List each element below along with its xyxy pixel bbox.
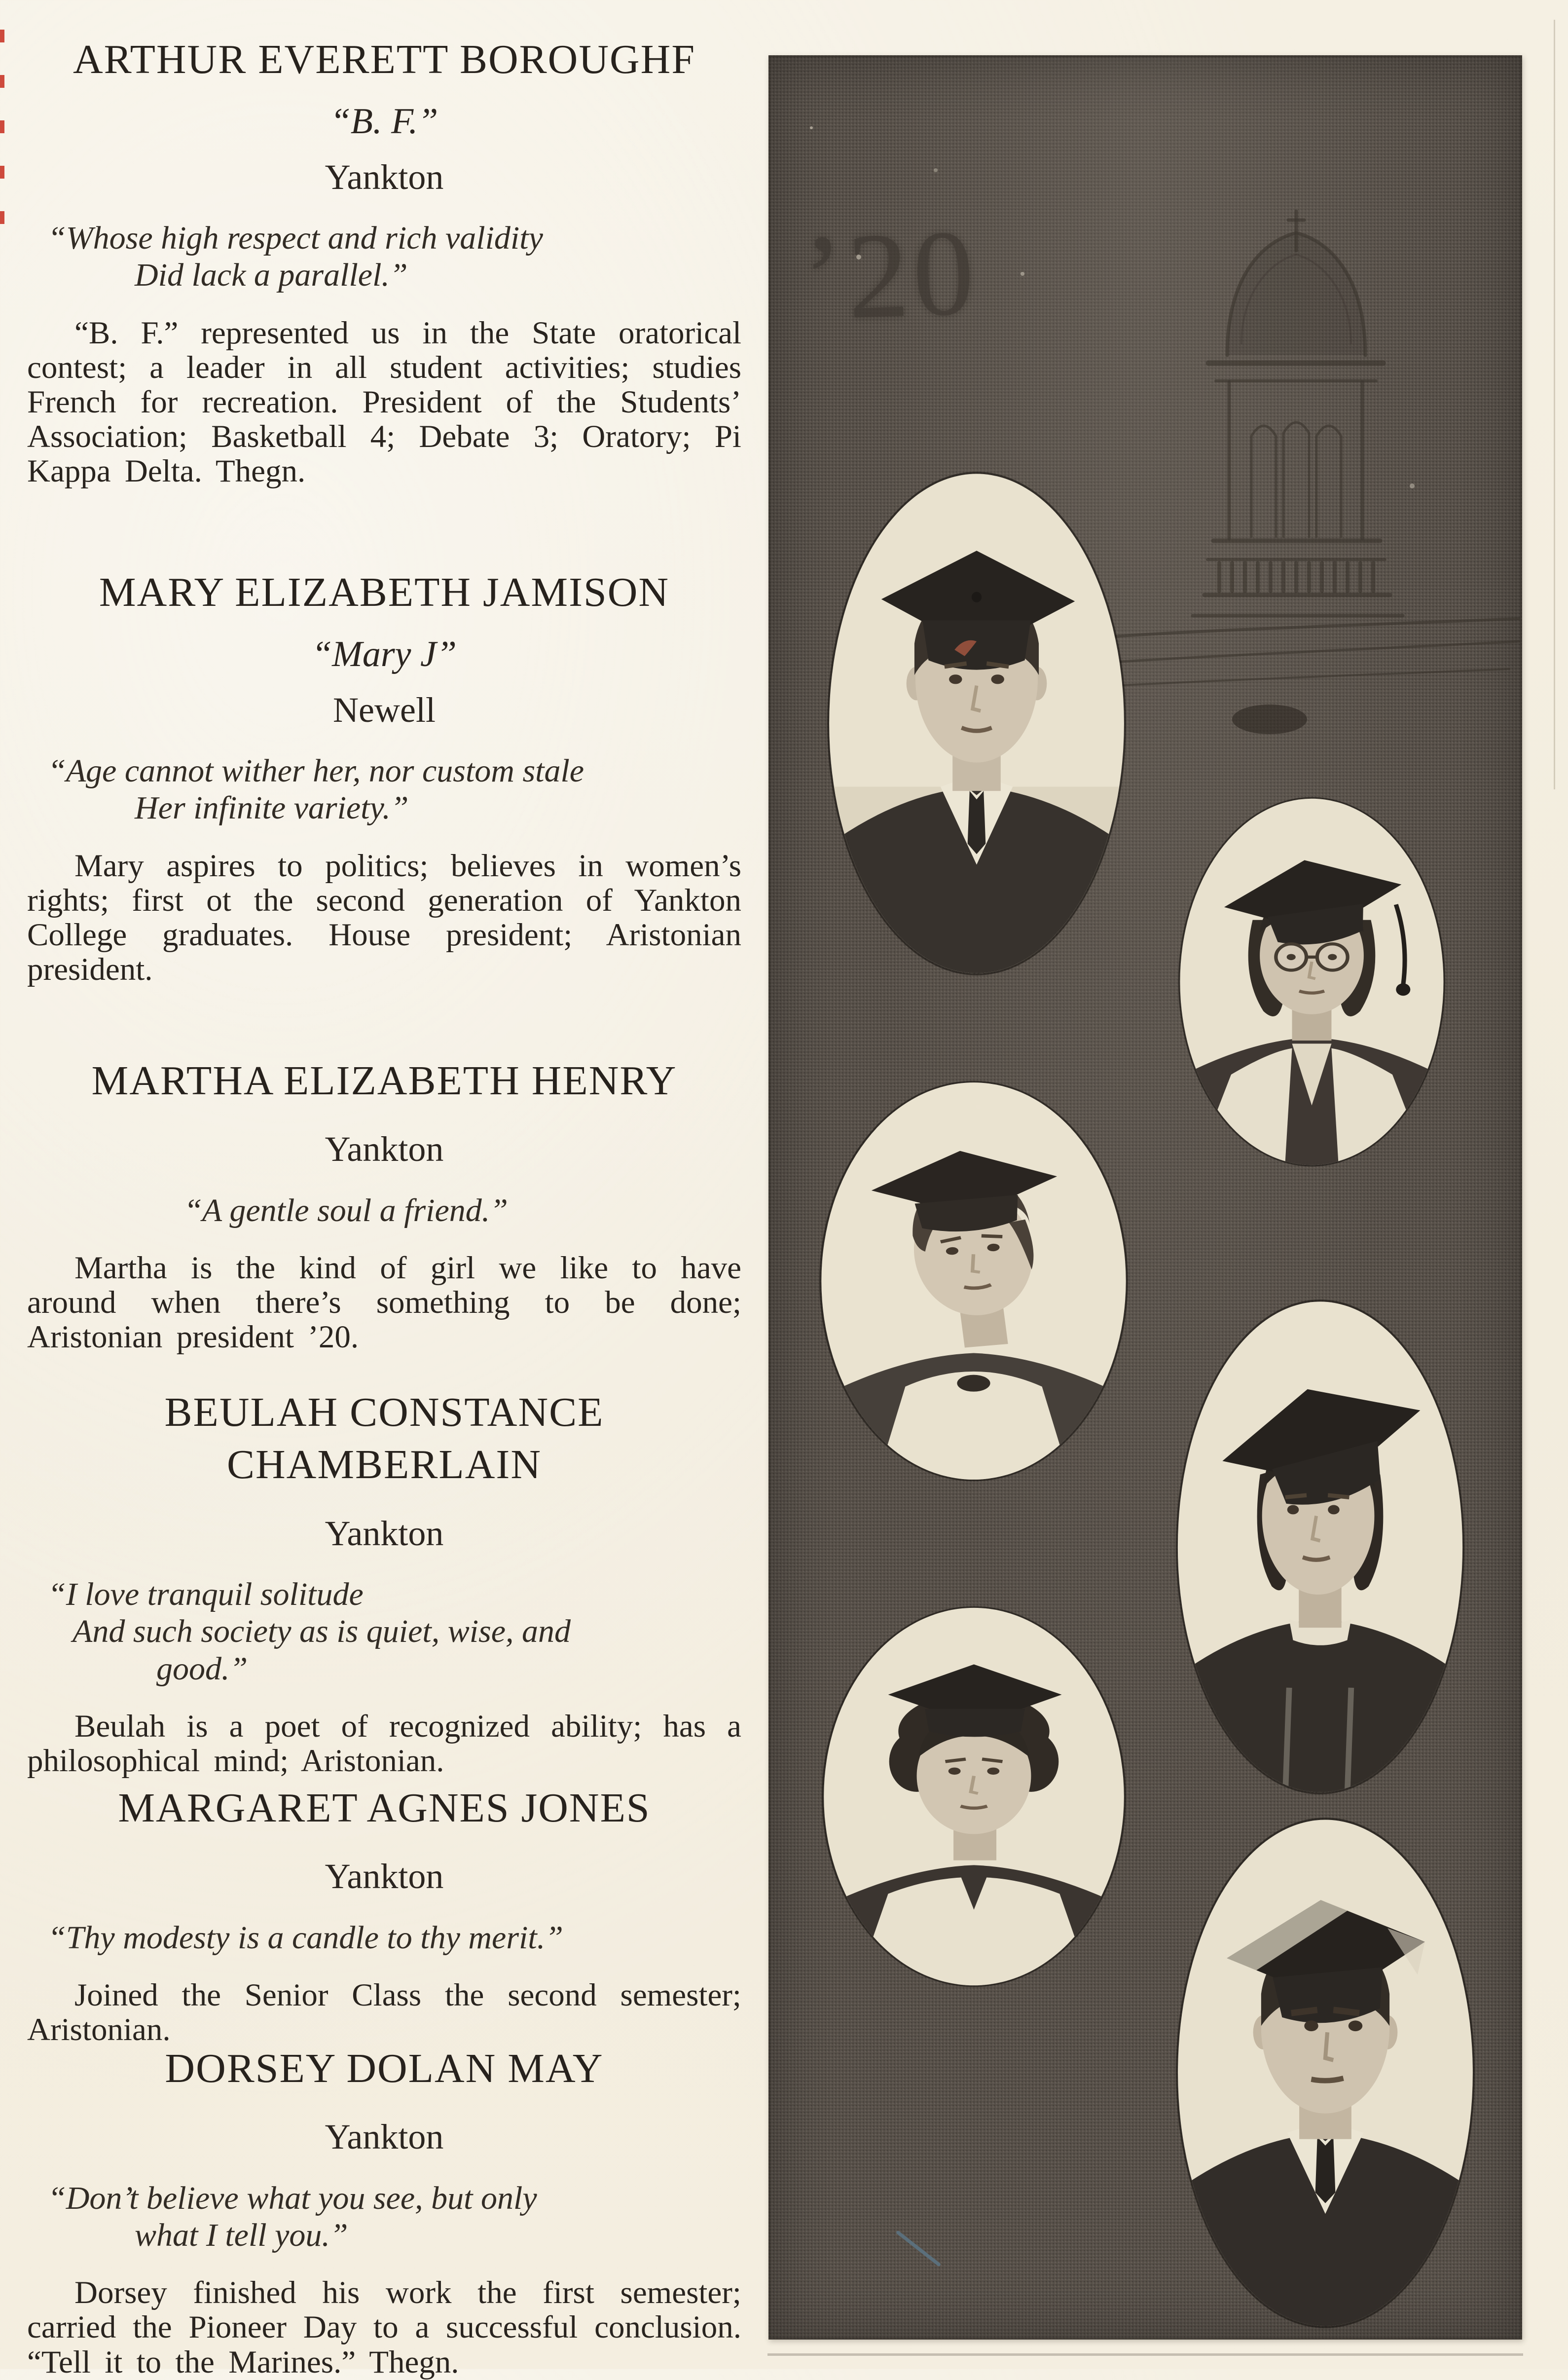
student-bio: “B. F.” represented us in the State oratorical contest; a leader in all student activities; studies French for recreation. President of the Students’ Association; Basketball 4; Debate 3; Oratory; Pi Kappa Delta. Thegn. xyxy=(27,315,741,489)
quote-line: “Thy modesty is a candle to thy merit.” xyxy=(48,1919,563,1956)
student-entry-may xyxy=(27,2044,741,2380)
class-year-numeral: ’20 xyxy=(801,204,981,346)
page-edge-crease xyxy=(1554,20,1555,789)
quote-line: “A gentle soul a friend.” xyxy=(184,1192,508,1228)
student-entry-henry xyxy=(27,1056,741,1354)
portrait-photo-1 xyxy=(826,471,1127,976)
student-town: Yankton xyxy=(325,157,444,197)
quote-line: “I love tranquil solitude xyxy=(48,1576,364,1613)
student-quote xyxy=(27,1192,741,1229)
student-name: ARTHUR EVERETT BOROUGHF xyxy=(73,37,696,82)
student-quote xyxy=(27,1576,741,1687)
pencil-mark xyxy=(896,2230,942,2267)
student-quote xyxy=(27,220,741,294)
student-quote xyxy=(27,1919,741,1956)
student-bio: Dorsey finished his work the first semester; carried the Pioneer Day to a successful conclusion. “Tell it to the Marines.” Thegn. xyxy=(27,2275,741,2380)
quote-line: And such society as is quiet, wise, and xyxy=(73,1613,571,1650)
student-nickname: “B. F.” xyxy=(330,101,438,142)
student-nickname: “Mary J” xyxy=(312,634,457,675)
student-town: Yankton xyxy=(325,1129,444,1169)
student-name: MARY ELIZABETH JAMISON xyxy=(99,569,670,615)
quote-line: “Whose high respect and rich validity xyxy=(48,220,543,257)
student-bio: Beulah is a poet of recognized ability; has a philosophical mind; Aristonian. xyxy=(27,1708,741,1779)
student-bio: Joined the Senior Class the second semester; Aristonian. xyxy=(27,1977,741,2048)
student-name: MARGARET AGNES JONES xyxy=(118,1785,651,1831)
student-column xyxy=(27,0,741,2380)
student-entry-jones xyxy=(27,1783,741,2047)
student-town: Yankton xyxy=(325,2117,444,2157)
quote-line: “Don’t believe what you see, but only xyxy=(48,2180,537,2216)
dust-specks xyxy=(810,126,813,129)
portrait-photo-6 xyxy=(1175,1817,1476,2329)
portrait-photo-2 xyxy=(1177,796,1446,1167)
student-bio: Martha is the kind of girl we like to have around when there’s something to be done; Aristonian president ’20. xyxy=(27,1250,741,1355)
student-quote xyxy=(27,2180,741,2254)
student-entry-boroughf xyxy=(27,35,741,488)
quote-line: what I tell you.” xyxy=(135,2217,348,2253)
student-quote xyxy=(27,752,741,826)
student-bio: Mary aspires to politics; believes in women’s rights; first ot the second generation of Yankton College graduates. House president; Aristonian president. xyxy=(27,848,741,988)
student-town: Newell xyxy=(333,690,436,730)
student-name: BEULAH CONSTANCE xyxy=(164,1389,604,1435)
student-town: Yankton xyxy=(325,1513,444,1553)
quote-line: Her infinite variety.” xyxy=(135,790,409,826)
photo-panel xyxy=(768,55,1522,2340)
portrait-photo-4 xyxy=(1175,1299,1465,1795)
student-entry-chamberlain xyxy=(27,1387,741,1778)
scan-edge-artifact xyxy=(0,30,4,237)
panel-bottom-shadow xyxy=(767,2353,1523,2356)
student-town: Yankton xyxy=(325,1857,444,1897)
portrait-photo-5 xyxy=(821,1605,1127,1988)
quote-line: Did lack a parallel.” xyxy=(135,257,408,294)
student-name-line2: CHAMBERLAIN xyxy=(226,1442,542,1488)
student-name: DORSEY DOLAN MAY xyxy=(165,2045,604,2091)
portrait-photo-3 xyxy=(818,1080,1129,1482)
quote-line: “Age cannot wither her, nor custom stale xyxy=(48,753,584,789)
student-entry-jamison xyxy=(27,567,741,987)
student-name: MARTHA ELIZABETH HENRY xyxy=(91,1058,677,1104)
quote-line: good.” xyxy=(156,1650,248,1687)
